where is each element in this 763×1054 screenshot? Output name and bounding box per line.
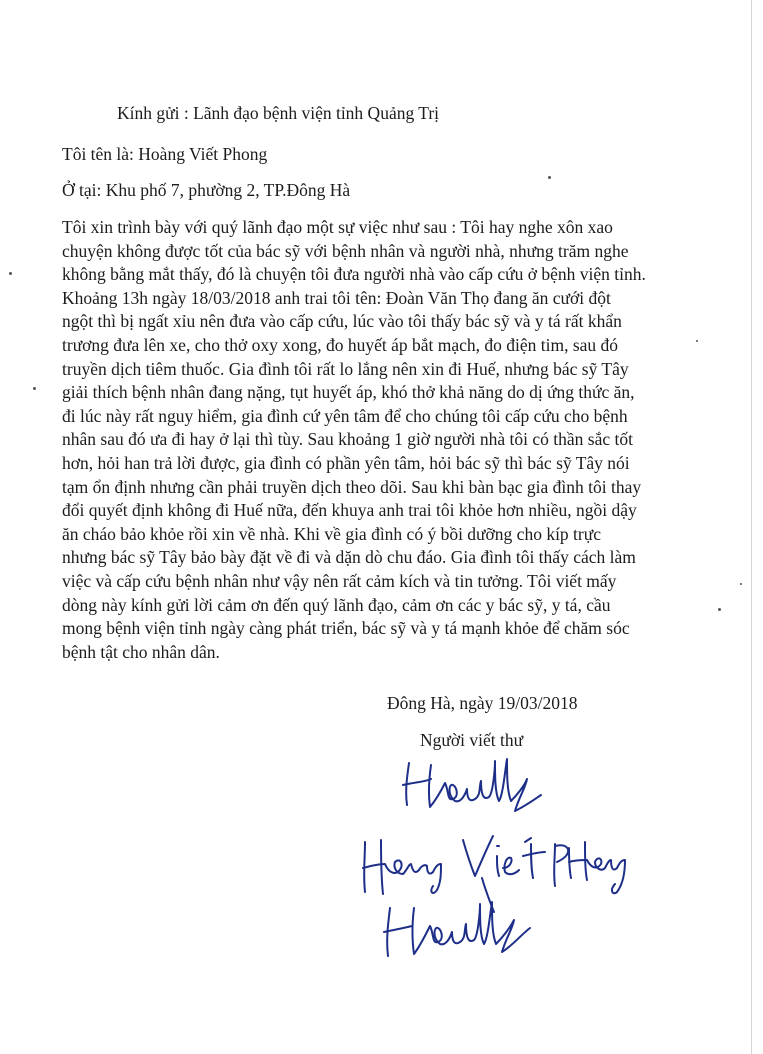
body-line: nhân sau đó ưa đi hay ở lại thì tùy. Sau khoảng 1 giờ người nhà tôi có thần sắc tốt — [62, 429, 633, 450]
salutation: Kính gửi : Lãnh đạo bệnh viện tỉnh Quảng Trị — [117, 103, 440, 123]
signature-bottom — [370, 872, 540, 962]
scan-edge — [751, 0, 752, 1054]
body-line: đi lúc này rất nguy hiểm, gia đình cứ yên tâm để cho chúng tôi cấp cứu cho bệnh — [62, 405, 628, 426]
body-line: ngột thì bị ngất xỉu nên đưa vào cấp cứu, lúc vào tôi thấy bác sỹ và y tá rất khẩn — [62, 311, 622, 332]
body-line: mong bệnh viện tỉnh ngày càng phát triển, bác sỹ và y tá mạnh khỏe để chăm sóc — [62, 618, 630, 639]
signature-top — [395, 755, 545, 817]
scan-speck — [718, 608, 721, 611]
scan-speck — [548, 176, 551, 179]
body-line: nhưng bác sỹ Tây bảo bày đặt về đi và dặn dò chu đáo. Gia đình tôi thấy cách làm — [62, 547, 636, 568]
body-line: ăn cháo bảo khỏe rồi xin về nhà. Khi về gia đình có ý bồi dưỡng cho kíp trực — [62, 523, 601, 544]
body-line: việc và cấp cứu bệnh nhân như vậy nên rất cảm kích và tin tưởng. Tôi viết mấy — [62, 570, 617, 591]
sender-name-line: Tôi tên là: Hoàng Viết Phong — [62, 144, 268, 164]
letter-body — [62, 216, 702, 664]
body-line: Tôi xin trình bày với quý lãnh đạo một sự việc như sau : Tôi hay nghe xôn xao — [62, 217, 613, 237]
scan-speck — [740, 583, 742, 585]
sender-address-line: Ở tại: Khu phố 7, phường 2, TP.Đông Hà — [62, 180, 351, 200]
body-line: bệnh tật cho nhân dân. — [62, 641, 220, 662]
scan-speck — [9, 272, 12, 275]
body-line: tạm ổn định nhưng cần phải truyền dịch theo dõi. Sau khi bàn bạc gia đình tôi thay — [62, 476, 642, 497]
place-date-line: Đông Hà, ngày 19/03/2018 — [387, 693, 578, 713]
scan-speck — [33, 387, 36, 390]
body-line: đổi quyết định không đi Huế nữa, đến khuya anh trai tôi khỏe hơn nhiều, ngồi dậy — [62, 500, 637, 521]
body-line: giải thích bệnh nhân đang nặng, tụt huyết áp, khó thở khả năng do dị ứng thức ăn, — [62, 382, 635, 403]
body-line: Khoảng 13h ngày 18/03/2018 anh trai tôi tên: Đoàn Văn Thọ đang ăn cưới đột — [62, 287, 611, 308]
body-line: trương đưa lên xe, cho thở oxy xong, đo huyết áp bắt mạch, đo điện tim, sau đó — [62, 334, 619, 355]
body-line: không bằng mắt thấy, đó là chuyện tôi đưa người nhà vào cấp cứu ở bệnh viện tỉnh. — [62, 264, 646, 285]
body-line: chuyện không được tốt của bác sỹ với bệnh nhân và người nhà, nhưng trăm nghe — [62, 240, 629, 261]
signer-label: Người viết thư — [420, 730, 524, 750]
body-line: dòng này kính gửi lời cảm ơn đến quý lãnh đạo, cảm ơn các y bác sỹ, y tá, cầu — [62, 594, 611, 615]
body-line: truyền dịch tiêm thuốc. Gia đình tôi rất lo lắng nên xin đi Huế, nhưng bác sỹ Tây — [62, 358, 629, 379]
body-line: hơn, hỏi han trả lời được, gia đình có phần yên tâm, hỏi bác sỹ thì bác sỹ Tây nói — [62, 452, 630, 473]
